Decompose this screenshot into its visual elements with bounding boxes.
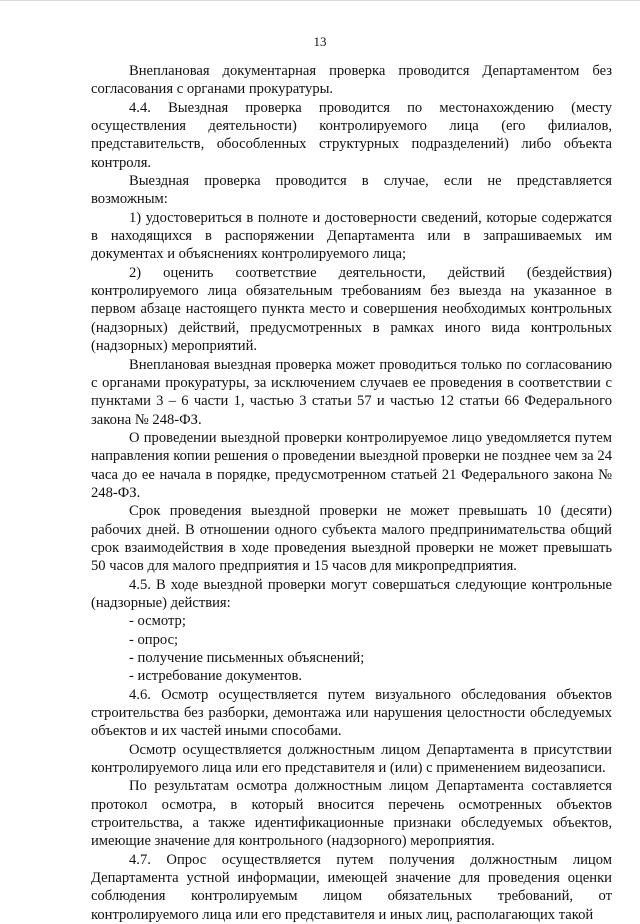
list-item-written-explanations: - получение письменных объяснений; bbox=[129, 650, 365, 666]
paragraph-unscheduled-documentary-check: Внеплановая документарная проверка проводится Департаментом без согласования с органами прокуратуры. bbox=[91, 63, 612, 98]
paragraph-4-5: 4.5. В ходе выездной проверки могут совершаться следующие контрольные (надзорные) действия: bbox=[91, 576, 612, 611]
paragraph-prosecutor-approval: Внеплановая выездная проверка может проводиться только по согласованию с органами прокуратуры, за исключением случаев ее проведения в соответствии с пунктами 3 – 6 части 1, частью 3 статьи 57 и частью 12 статьи 66 Федерального закона № 248-ФЗ. bbox=[91, 356, 612, 428]
list-item-2: 2) оценить соответствие деятельности, действий (бездействия) контролируемого лица обязательным требованиям без выезда на указанное в первом абзаце настоящего пункта место и совершения необходимых контрольных (надзорных) действий, предусмотренных в рамках иного вида контрольных (надзорных) мероприятий. bbox=[91, 264, 612, 355]
list-item-inspection: - осмотр; bbox=[129, 613, 186, 630]
paragraph-4-7: 4.7. Опрос осуществляется путем получения должностным лицом Департамента устной информации, имеющей значение для проведения оценки соблюдения контролируемым лицом обязательных требований, от контролируемого лица или его представителя и иных лиц, располагающих такой bbox=[91, 851, 612, 923]
list-item-survey: - опрос; bbox=[129, 631, 179, 648]
paragraph-onsite-check-conditions: Выездная проверка проводится в случае, если не представляется возможным: bbox=[91, 173, 612, 208]
paragraph-inspection-protocol: По результатам осмотра должностным лицом Департамента составляется протокол осмотра, в который вносится перечень осмотренных объектов строительства, а также идентификационные признаки обследуемых объектов, имеющие значение для контрольного (надзорного) мероприятия. bbox=[91, 778, 612, 850]
list-item-documents-request: - истребование документов. bbox=[129, 668, 303, 685]
list-item-1: 1) удостовериться в полноте и достоверности сведений, которые содержатся в находящихся в распоряжении Департамента или в запрашиваемых им документах и объяснениях контролируемого лица; bbox=[91, 209, 612, 263]
paragraph-4-4: 4.4. Выездная проверка проводится по местонахождению (месту осуществления деятельности) контролируемого лица (его филиалов, представительств, обособленных структурных подразделений) либо объекта контроля. bbox=[91, 99, 612, 171]
paragraph-duration: Срок проведения выездной проверки не может превышать 10 (десяти) рабочих дней. В отношении одного субъекта малого предпринимательства общий срок взаимодействия в ходе проведения выездной проверки не может превышать 50 часов для малого предприятия и 15 часов для микропредприятия. bbox=[91, 503, 612, 575]
paragraph-inspection-presence: Осмотр осуществляется должностным лицом Департамента в присутствии контролируемого лица или его представителя и (или) с применением видеозаписи. bbox=[91, 741, 612, 777]
page-number: 13 bbox=[313, 34, 327, 49]
paragraph-notification: О проведении выездной проверки контролируемое лицо уведомляется путем направления копии решения о проведении выездной проверки не позднее чем за 24 часа до ее начала в порядке, предусмотренном статьей 21 Федерального закона № 248-ФЗ. bbox=[91, 429, 612, 501]
document-body bbox=[91, 62, 612, 924]
paragraph-4-6: 4.6. Осмотр осуществляется путем визуального обследования объектов строительства без разборки, демонтажа или нарушения целостности обследуемых объектов и их частей иными способами. bbox=[91, 686, 612, 740]
scan-edge bbox=[0, 0, 640, 7]
